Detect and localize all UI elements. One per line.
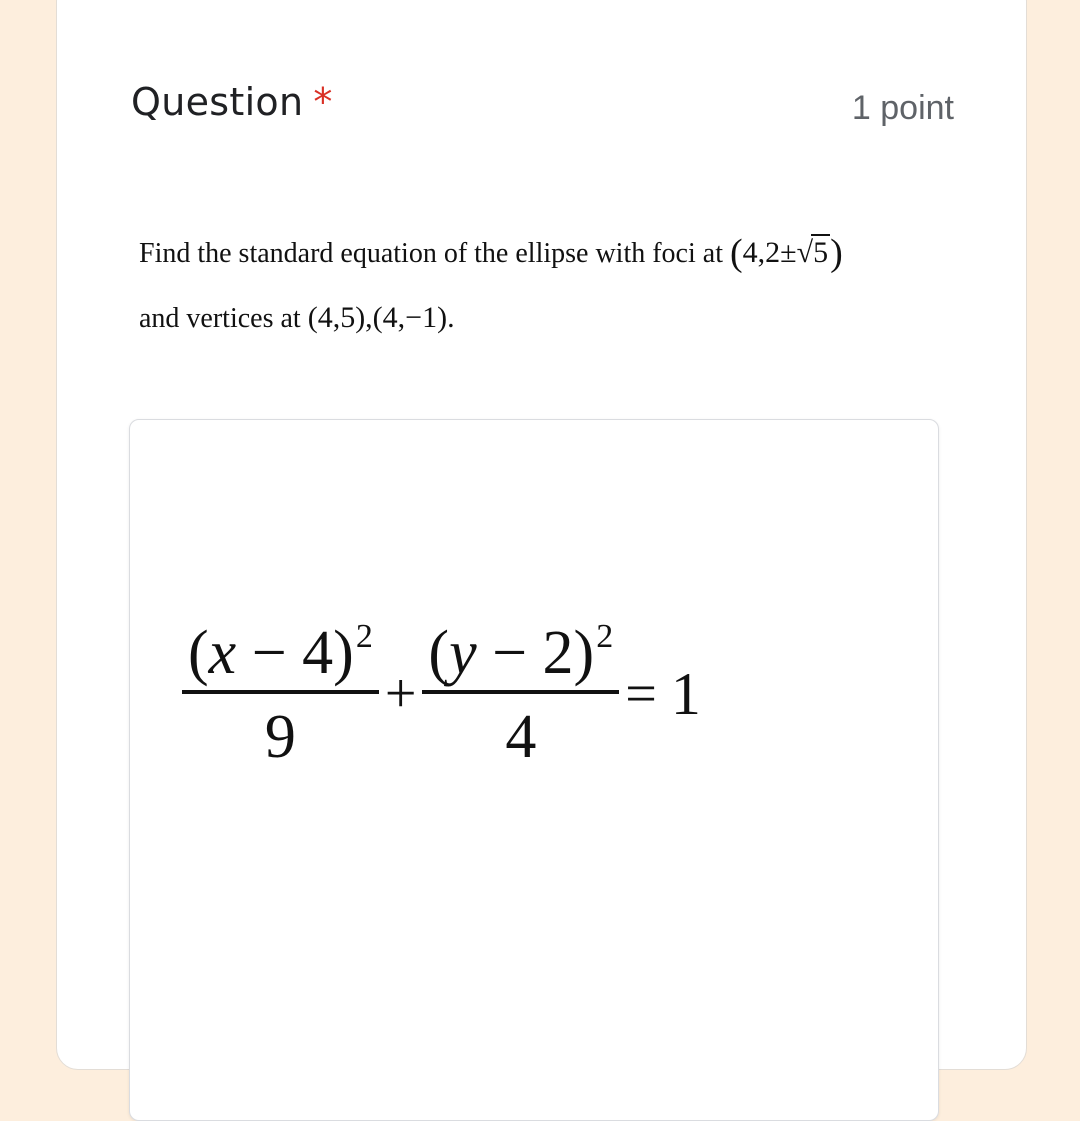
fraction-x-open-paren: ( [188,619,209,687]
foci-close-paren: ) [830,232,843,274]
foci-prefix: 4,2± [742,236,797,269]
fraction-x [182,618,379,771]
question-title-label: Question [131,80,304,124]
sqrt-argument: 5 [813,236,829,269]
points-label: 1 point [851,89,954,127]
fraction-x-numerator [182,620,379,690]
required-star: * [313,80,333,124]
end-period: . [447,301,455,334]
sqrt-symbol: √ [796,236,814,269]
sqrt-expression [797,221,830,285]
question-text-line1: Find the standard equation of the ellipse with foci at [139,238,723,269]
fraction-x-numerator-rest: − 4) [236,619,354,687]
equation-rhs: 1 [670,660,701,727]
vertices-expression: (4,5),(4,−1) [307,301,448,334]
fraction-y-open-paren: ( [428,619,450,687]
variable-y: y [449,619,477,687]
variable-x: x [208,619,237,687]
foci-expression [729,232,843,274]
question-text-line2: and vertices at [139,303,301,334]
fraction-y-denominator: 4 [505,703,537,771]
fraction-x-denominator: 9 [264,703,296,771]
fraction-y-numerator-rest: − 2) [476,619,595,687]
fraction-y [422,618,619,771]
question-card [56,0,1027,1070]
question-text [139,221,979,351]
fraction-y-exponent: 2 [596,618,614,655]
question-title [131,80,333,124]
equals-sign: = [625,663,657,725]
ellipse-equation [182,618,701,771]
foci-open-paren: ( [729,232,743,274]
fraction-y-numerator [422,620,619,690]
fraction-x-exponent: 2 [355,618,373,655]
answer-image-box[interactable] [129,419,939,1121]
plus-sign: + [384,663,417,725]
